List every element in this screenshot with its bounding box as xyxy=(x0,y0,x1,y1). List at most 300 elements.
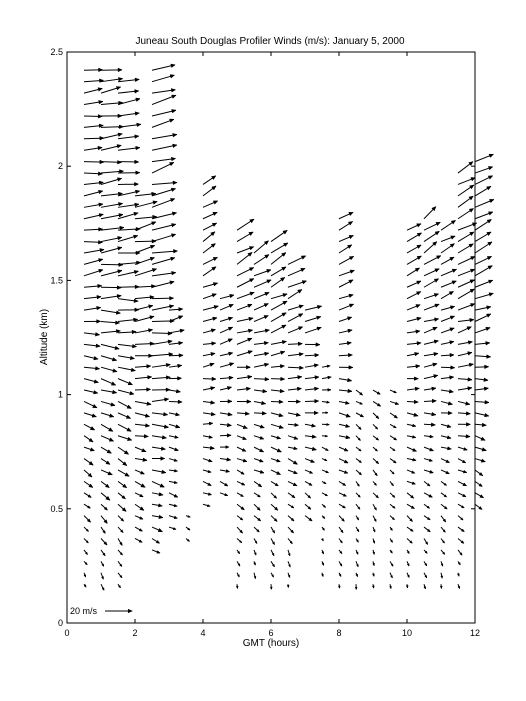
wind-vector xyxy=(271,447,281,452)
wind-vector xyxy=(339,270,354,276)
wind-vector xyxy=(254,363,269,367)
wind-vector xyxy=(152,249,178,253)
wind-vector xyxy=(101,133,122,139)
wind-vector xyxy=(84,136,104,140)
wind-vector xyxy=(254,412,266,416)
wind-vector xyxy=(237,400,251,404)
wind-vector xyxy=(406,584,408,588)
wind-vector xyxy=(271,389,284,393)
wind-vector xyxy=(254,341,268,345)
wind-vector xyxy=(458,208,474,218)
wind-vector xyxy=(254,538,257,543)
wind-vector xyxy=(356,447,361,451)
wind-vector xyxy=(203,267,216,276)
wind-vector xyxy=(84,573,86,577)
wind-vector xyxy=(356,538,358,542)
wind-vector xyxy=(458,178,475,185)
wind-vector xyxy=(458,470,467,473)
wind-vector xyxy=(407,538,412,543)
wind-vector xyxy=(356,413,364,417)
wind-vector xyxy=(84,320,101,324)
wind-vector xyxy=(440,584,442,588)
scale-key-label: 20 m/s xyxy=(70,606,98,616)
wind-vector xyxy=(356,481,359,486)
wind-vector xyxy=(84,190,103,196)
wind-vector xyxy=(203,422,213,425)
wind-vector xyxy=(441,538,445,543)
wind-vector xyxy=(305,411,318,415)
wind-vector xyxy=(101,481,109,487)
wind-vector xyxy=(339,493,346,496)
wind-vector xyxy=(237,329,253,333)
wind-vector xyxy=(101,178,122,185)
wind-vector xyxy=(118,390,134,395)
wind-vector xyxy=(152,296,174,300)
wind-vector xyxy=(237,527,243,533)
wind-vector xyxy=(424,231,439,241)
wind-vector xyxy=(373,424,378,429)
wind-vector xyxy=(135,376,152,380)
wind-vector xyxy=(373,390,380,394)
wind-vector xyxy=(339,573,341,577)
wind-vector xyxy=(203,317,217,321)
wind-vector xyxy=(475,266,492,276)
wind-vector xyxy=(152,188,176,196)
wind-vector xyxy=(322,550,324,554)
wind-vector xyxy=(441,470,449,474)
wind-vector xyxy=(339,212,353,218)
wind-vector xyxy=(271,293,287,298)
wind-vector xyxy=(458,423,470,427)
wind-vector xyxy=(339,317,352,322)
wind-vector xyxy=(237,304,252,310)
wind-vector xyxy=(424,269,439,276)
wind-vector xyxy=(407,436,416,439)
wind-vector xyxy=(339,481,346,485)
wind-vector xyxy=(152,271,176,275)
wind-vector xyxy=(135,481,145,487)
wind-vector xyxy=(475,459,485,463)
wind-vector xyxy=(237,219,254,230)
wind-vector xyxy=(271,470,281,475)
wind-vector xyxy=(118,493,125,499)
wind-vector xyxy=(390,493,395,498)
wind-vector xyxy=(458,280,474,287)
wind-vector xyxy=(305,481,312,485)
wind-vector xyxy=(84,356,98,360)
wind-vector xyxy=(118,436,132,441)
wind-vector xyxy=(475,470,483,476)
wind-vector xyxy=(305,447,316,451)
wind-vector xyxy=(322,435,328,437)
wind-vector xyxy=(424,447,433,451)
wind-vector xyxy=(220,317,233,321)
wind-vector xyxy=(84,269,103,276)
wind-vector xyxy=(271,313,286,322)
wind-vector xyxy=(305,376,319,380)
wind-vector xyxy=(237,375,252,379)
wind-vector xyxy=(475,327,490,333)
wind-vector xyxy=(322,365,330,368)
wind-vector xyxy=(101,470,112,475)
wind-vector xyxy=(441,257,454,264)
wind-vector xyxy=(339,459,348,463)
wind-vector xyxy=(288,305,303,310)
wind-vector xyxy=(407,341,421,345)
wind-vector xyxy=(390,481,393,485)
wind-vector xyxy=(305,343,320,347)
wind-vector xyxy=(169,413,180,416)
wind-vector xyxy=(271,561,275,566)
wind-vector xyxy=(84,181,103,185)
wind-vector xyxy=(237,338,252,344)
wind-vector xyxy=(424,584,426,589)
wind-vector xyxy=(101,538,107,545)
wind-vector xyxy=(424,304,439,310)
wind-vector xyxy=(424,423,435,427)
wind-vector xyxy=(339,470,348,473)
wind-vector xyxy=(237,459,247,463)
wind-vector xyxy=(322,470,329,473)
wind-vector xyxy=(271,538,275,544)
wind-vector xyxy=(407,387,419,391)
wind-vector xyxy=(118,447,129,454)
wind-vector xyxy=(203,387,215,391)
wind-vector xyxy=(118,251,140,255)
wind-vector xyxy=(322,376,331,379)
wind-vector xyxy=(424,435,433,438)
wind-vector xyxy=(339,424,350,427)
wind-vector xyxy=(288,400,300,404)
wind-vector xyxy=(475,504,482,509)
wind-vector xyxy=(271,459,280,462)
wind-vector xyxy=(373,470,377,476)
wind-vector xyxy=(220,400,232,404)
wind-vector xyxy=(305,316,321,321)
wind-vector xyxy=(254,377,269,381)
wind-vector xyxy=(288,447,297,450)
wind-vector xyxy=(237,470,244,474)
wind-vector xyxy=(322,401,329,403)
wind-vector xyxy=(407,504,414,508)
wind-vector xyxy=(118,413,131,419)
wind-vector xyxy=(203,401,215,405)
wind-vector xyxy=(424,493,432,497)
wind-vector xyxy=(118,527,123,532)
wind-vector xyxy=(152,504,162,507)
wind-vector xyxy=(152,109,176,116)
wind-vector xyxy=(254,447,264,452)
wind-vector xyxy=(407,493,414,498)
wind-vector xyxy=(118,504,126,511)
wind-vector xyxy=(271,481,278,485)
wind-vector xyxy=(407,365,420,369)
wind-vector xyxy=(288,366,304,370)
wind-vector xyxy=(84,344,100,348)
wind-vector xyxy=(101,294,121,298)
wind-vector xyxy=(84,172,102,176)
wind-vector xyxy=(135,295,154,299)
wind-vector xyxy=(135,538,142,542)
wind-vector xyxy=(169,400,182,404)
wind-vector xyxy=(271,325,286,333)
wind-vector xyxy=(152,181,177,185)
wind-vector xyxy=(84,538,88,542)
chart-title: Juneau South Douglas Profiler Winds (m/s): January 5, 2000 xyxy=(135,36,405,47)
wind-vector xyxy=(288,327,303,333)
wind-vector xyxy=(457,573,459,576)
wind-vector xyxy=(356,493,360,497)
wind-vector xyxy=(441,481,447,485)
wind-vector xyxy=(152,162,174,173)
wind-vector xyxy=(220,327,233,333)
x-tick-label: 4 xyxy=(200,628,206,638)
wind-vector xyxy=(475,176,493,185)
wind-vector xyxy=(390,390,396,393)
wind-vector xyxy=(169,459,177,462)
wind-vector xyxy=(373,436,379,440)
wind-vector xyxy=(169,316,183,322)
wind-vector xyxy=(203,257,217,264)
wind-vector xyxy=(407,224,421,230)
wind-vector xyxy=(271,400,283,404)
wind-vector xyxy=(84,379,98,384)
wind-vector xyxy=(356,459,361,463)
wind-vector xyxy=(254,292,269,298)
wind-vector xyxy=(84,481,93,487)
wind-vector xyxy=(84,561,87,564)
wind-vector xyxy=(475,186,491,196)
wind-vector xyxy=(458,244,473,253)
wind-vector xyxy=(458,435,470,439)
x-tick-label: 0 xyxy=(64,628,70,638)
wind-vector xyxy=(356,390,363,395)
wind-vector xyxy=(339,304,354,310)
wind-vector xyxy=(101,436,114,441)
wind-vector xyxy=(254,470,264,473)
wind-vector xyxy=(84,447,94,451)
wind-vector xyxy=(424,207,436,219)
wind-vector xyxy=(288,423,298,426)
wind-vector xyxy=(339,280,353,287)
wind-vector xyxy=(271,504,278,510)
wind-vector xyxy=(84,550,87,555)
wind-vector xyxy=(288,375,302,379)
wind-vector xyxy=(118,573,122,578)
wind-vector xyxy=(271,493,277,498)
wind-vector xyxy=(441,411,452,415)
wind-vector xyxy=(407,305,420,311)
wind-vector xyxy=(101,573,104,579)
wind-vector xyxy=(441,447,451,450)
wind-vector xyxy=(152,144,177,150)
wind-vector xyxy=(237,493,243,497)
wind-vector xyxy=(169,364,182,368)
wind-vector xyxy=(356,516,359,520)
wind-vector xyxy=(169,447,178,451)
wind-vector xyxy=(424,363,437,367)
wind-vector xyxy=(458,447,467,450)
wind-vector xyxy=(203,212,217,218)
wind-vector xyxy=(118,123,141,127)
wind-vector xyxy=(475,423,486,427)
wind-vector xyxy=(271,413,283,417)
wind-vector xyxy=(101,401,115,406)
wind-vector xyxy=(118,356,134,360)
wind-vector xyxy=(271,230,287,241)
wind-vector xyxy=(407,447,417,451)
wind-vector xyxy=(254,352,269,356)
wind-vector xyxy=(84,295,101,299)
wind-vector xyxy=(169,424,180,428)
wind-vector xyxy=(339,235,353,241)
wind-vector xyxy=(271,424,283,428)
wind-vector xyxy=(152,223,176,230)
wind-vector xyxy=(118,538,122,545)
wind-vector xyxy=(135,424,150,428)
wind-vector xyxy=(135,354,153,358)
wind-vector xyxy=(135,493,143,497)
wind-vector xyxy=(390,573,392,578)
wind-vector xyxy=(407,424,416,427)
wind-vector xyxy=(373,504,376,510)
wind-vector xyxy=(271,516,277,522)
wind-vector xyxy=(407,527,413,531)
wind-vector xyxy=(254,401,266,405)
wind-vector xyxy=(322,573,324,577)
wind-vector xyxy=(101,247,122,253)
wind-vector xyxy=(237,387,251,391)
wind-vector xyxy=(135,413,150,418)
wind-vector xyxy=(475,493,484,498)
wind-vector xyxy=(271,277,285,287)
wind-vector xyxy=(424,527,430,532)
wind-vector xyxy=(203,201,218,207)
wind-vector xyxy=(441,376,454,380)
wind-vector xyxy=(118,550,123,555)
wind-vector xyxy=(254,255,269,265)
wind-vector xyxy=(220,376,233,380)
wind-vector xyxy=(101,86,121,93)
wind-vector xyxy=(84,146,102,150)
wind-vector xyxy=(458,516,463,520)
wind-vector xyxy=(458,401,470,405)
wind-vector xyxy=(288,550,290,556)
wind-vector xyxy=(220,386,232,390)
wind-vector xyxy=(441,504,447,509)
wind-vector xyxy=(203,377,216,381)
y-tick-label: 2 xyxy=(57,161,63,172)
wind-vector xyxy=(372,573,374,577)
x-tick-label: 10 xyxy=(401,628,413,638)
wind-vector xyxy=(441,244,454,253)
wind-vector xyxy=(305,424,316,427)
wind-vector xyxy=(424,242,437,253)
wind-vector xyxy=(322,504,326,507)
wind-vector xyxy=(118,235,138,241)
wind-vector xyxy=(169,436,178,439)
wind-vector xyxy=(475,387,488,391)
wind-vector xyxy=(152,64,175,70)
wind-vector xyxy=(135,364,151,368)
wind-vector xyxy=(288,538,292,543)
wind-vector xyxy=(373,459,379,464)
wind-vector xyxy=(356,561,358,566)
wind-vector xyxy=(441,366,455,370)
wind-vector xyxy=(390,538,393,542)
wind-vector xyxy=(118,160,139,164)
wind-vector xyxy=(101,330,120,334)
wind-vector xyxy=(84,214,103,219)
wind-vector xyxy=(254,424,264,428)
wind-vector xyxy=(101,310,120,314)
wind-vector xyxy=(458,459,466,463)
wind-vector xyxy=(203,412,215,416)
wind-vector xyxy=(237,317,253,321)
wind-vector xyxy=(356,527,359,532)
wind-vector xyxy=(321,538,323,540)
wind-vector xyxy=(305,504,311,509)
wind-vector xyxy=(441,390,453,394)
wind-vector xyxy=(407,292,421,299)
wind-vector xyxy=(135,401,151,405)
wind-vector xyxy=(220,446,229,449)
wind-vector xyxy=(390,470,394,474)
wind-vector xyxy=(305,353,319,357)
wind-vector xyxy=(101,321,120,325)
wind-vector xyxy=(407,352,419,356)
wind-vector xyxy=(101,68,122,72)
wind-vector xyxy=(84,401,97,407)
wind-vector xyxy=(84,413,96,417)
wind-vector xyxy=(305,305,322,310)
wind-vector xyxy=(254,459,263,463)
wind-vector xyxy=(407,268,420,276)
wind-vector xyxy=(152,257,175,264)
wind-vector xyxy=(288,281,306,288)
wind-vector xyxy=(220,470,230,473)
wind-vector xyxy=(339,413,350,417)
wind-vector xyxy=(424,387,436,391)
wind-vector xyxy=(101,447,111,453)
wind-vector xyxy=(288,387,301,391)
wind-vector xyxy=(118,401,131,408)
x-tick-label: 2 xyxy=(132,628,138,638)
wind-vector xyxy=(84,306,101,310)
wind-vector xyxy=(424,222,440,230)
wind-vector xyxy=(475,436,485,441)
wind-vector xyxy=(339,329,352,333)
wind-vector xyxy=(288,527,294,533)
wind-vector xyxy=(390,561,393,566)
wind-vector xyxy=(169,516,177,519)
wind-vector xyxy=(458,561,460,565)
wind-vector xyxy=(152,234,176,242)
wind-vector xyxy=(390,516,395,520)
wind-vector xyxy=(118,584,121,588)
wind-vector xyxy=(271,301,287,310)
wind-vector xyxy=(152,550,160,553)
wind-vector xyxy=(288,470,297,474)
wind-vector xyxy=(203,282,218,287)
wind-vector xyxy=(152,281,174,287)
wind-vector xyxy=(135,504,144,510)
wind-vector xyxy=(372,584,374,588)
wind-vector xyxy=(287,584,289,587)
wind-vector xyxy=(254,304,268,311)
wind-vector xyxy=(458,387,472,391)
wind-vector xyxy=(441,401,452,405)
